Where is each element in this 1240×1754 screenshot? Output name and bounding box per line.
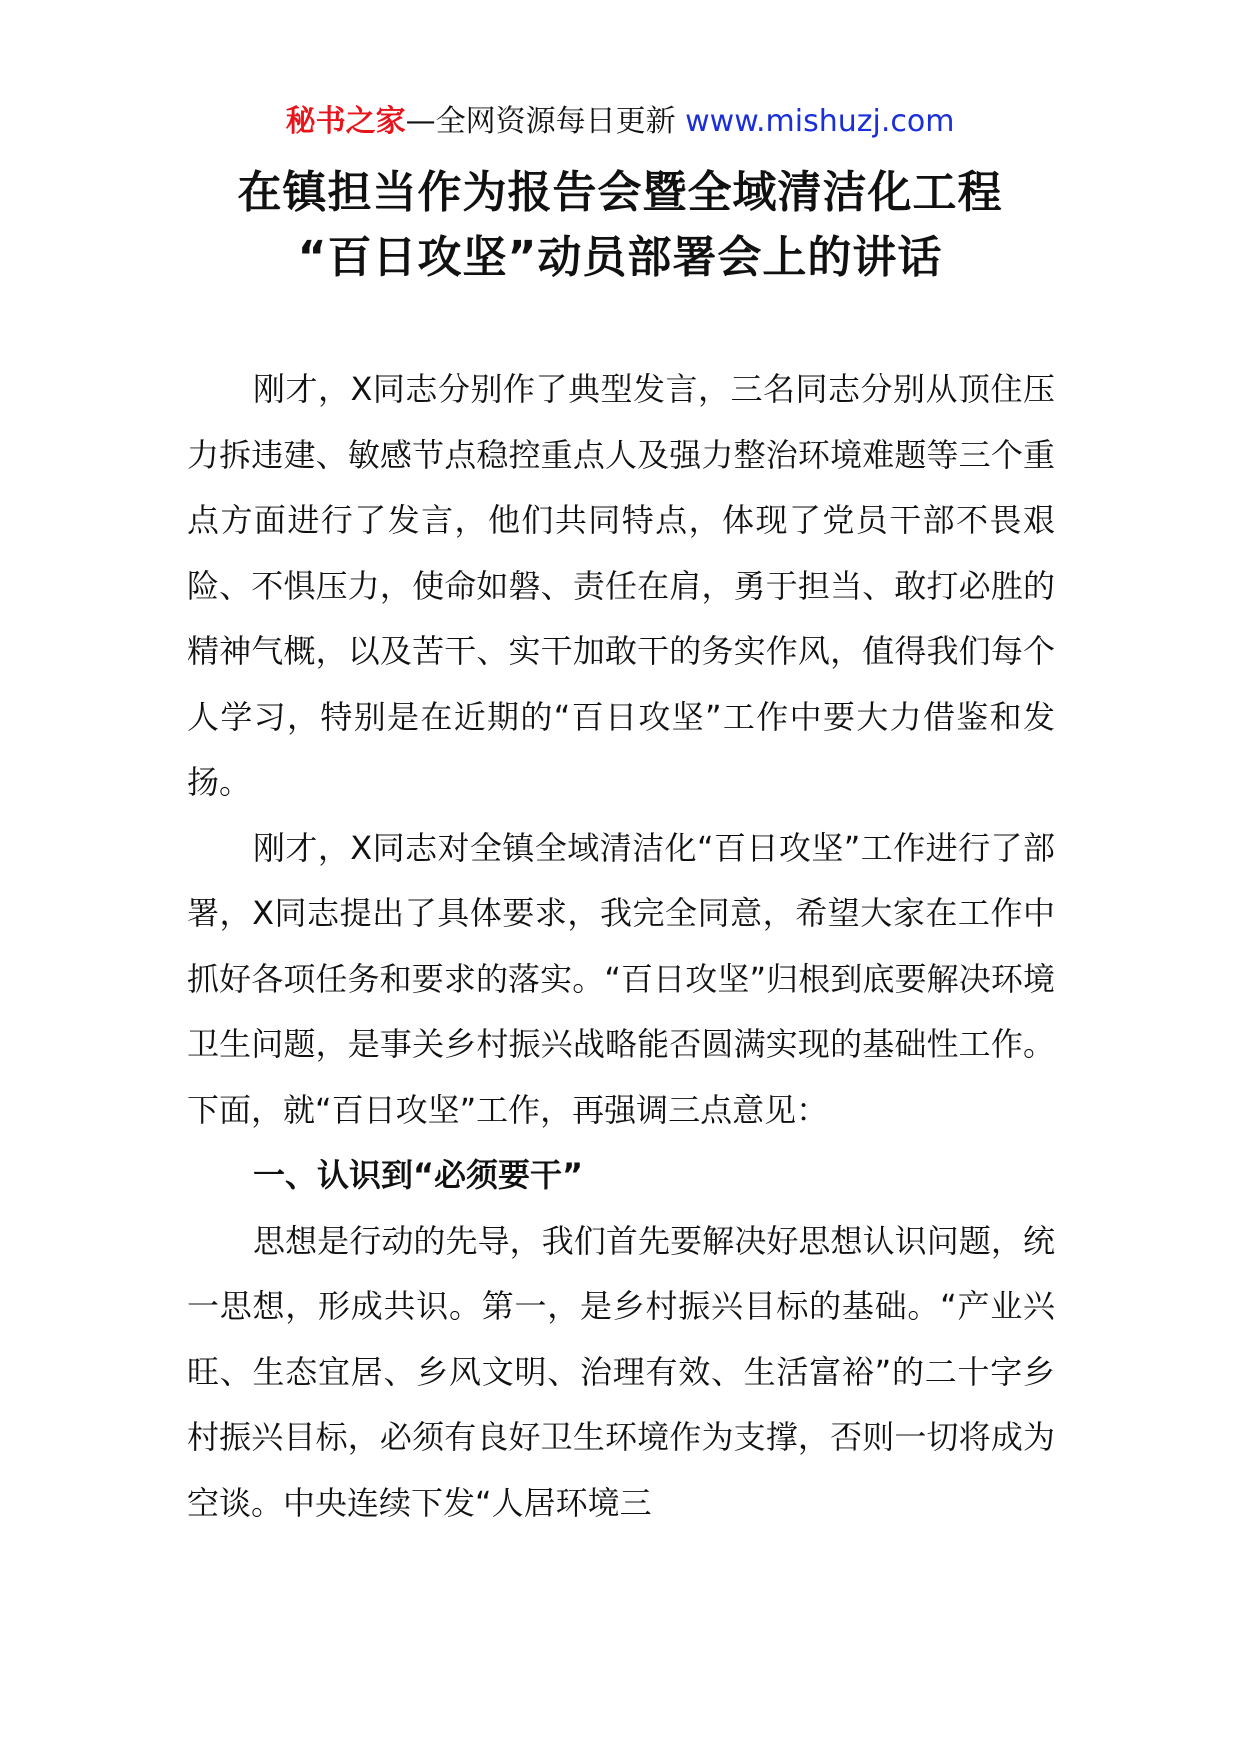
document-title-line-2: “百日攻坚”动员部署会上的讲话 (297, 232, 943, 283)
paragraph-3: 思想是行动的先导，我们首先要解决好思想认识问题，统一思想，形成共识。第一，是乡村振兴目标的基础。“产业兴旺、生态宜居、乡风文明、治理有效、生活富裕”的二十字乡村振兴目标，必须有良好卫生环境作为支撑，否则一切将成为空谈。中央连续下发“人居环境三 (187, 1221, 1055, 1522)
paragraph-2: 刚才，X同志对全镇全域清洁化“百日攻坚”工作进行了部署，X同志提出了具体要求，我完全同意，希望大家在工作中抓好各项任务和要求的落实。“百日攻坚”归根到底要解决环境卫生问题，是事关乡村振兴战略能否圆满实现的基础性工作。下面，就“百日攻坚”工作，再强调三点意见： (187, 828, 1055, 1129)
site-banner (0, 100, 1240, 144)
document-body (187, 357, 1055, 1536)
site-slogan: —全网资源每日更新 (405, 104, 676, 139)
site-url[interactable]: www.mishuzj.com (685, 104, 955, 139)
site-brand: 秘书之家 (285, 104, 406, 139)
paragraph-1: 刚才，X同志分别作了典型发言，三名同志分别从顶住压力拆违建、敏感节点稳控重点人及强力整治环境难题等三个重点方面进行了发言，他们共同特点，体现了党员干部不畏艰险、不惧压力，使命如磐、责任在肩，勇于担当、敢打必胜的精神气概，以及苦干、实干加敢干的务实作风，值得我们每个人学习，特别是在近期的“百日攻坚”工作中要大力借鉴和发扬。 (187, 370, 1055, 801)
document-title-line-1: 在镇担当作为报告会暨全域清洁化工程 (237, 167, 1003, 218)
section-heading-1: 一、认识到“必须要干” (253, 1156, 584, 1194)
